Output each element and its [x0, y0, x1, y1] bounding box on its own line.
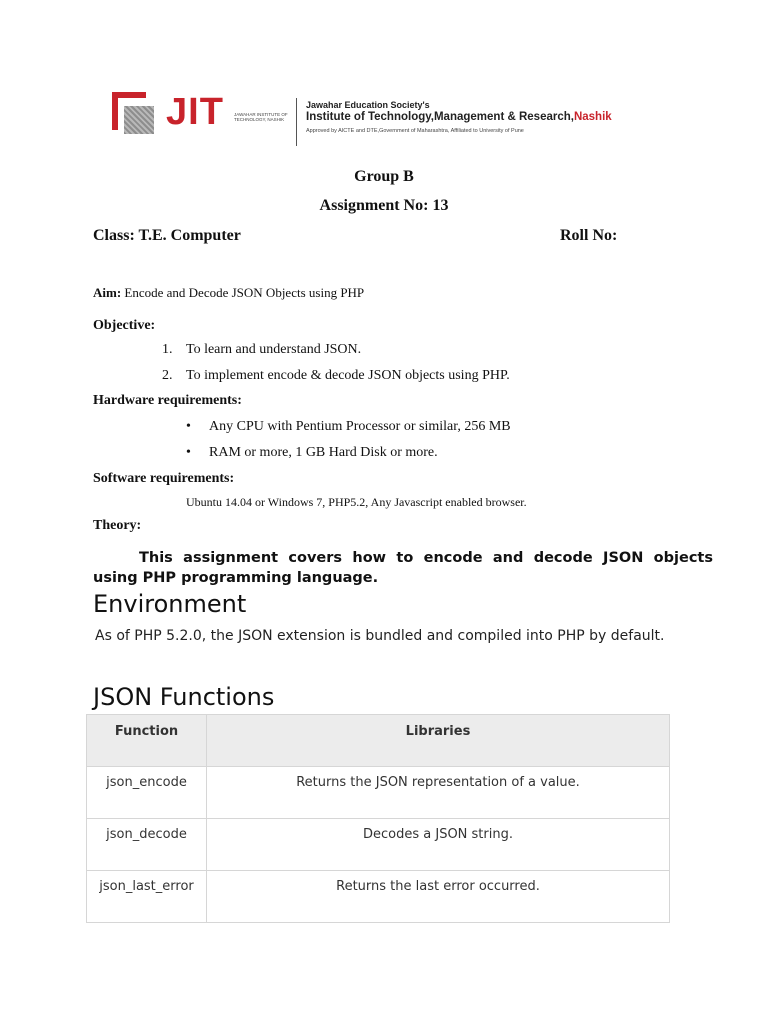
description-cell: Returns the last error occurred. [207, 871, 670, 923]
institute-header [92, 84, 672, 150]
institute-city: Nashik [573, 111, 612, 123]
assignment-title: Assignment No: 13 [319, 197, 449, 214]
environment-heading: Environment [93, 590, 247, 618]
theory-label: Theory: [93, 518, 142, 533]
column-header-function: Function [87, 715, 207, 767]
software-label: Software requirements: [93, 471, 235, 486]
software-text: Ubuntu 14.04 or Windows 7, PHP5.2, Any Javascript enabled browser. [186, 495, 527, 509]
aim-label: Aim: [93, 285, 122, 300]
objective-number: 1. [162, 342, 173, 357]
society-name: Jawahar Education Society's [306, 100, 430, 110]
table-row [87, 819, 670, 871]
function-cell: json_encode [87, 767, 207, 819]
institute-name-text: Institute of Technology,Management & Research, [306, 111, 574, 123]
header-divider [296, 98, 297, 146]
aim-line [93, 285, 364, 301]
roll-label: Roll No: [560, 227, 618, 244]
hardware-label: Hardware requirements: [93, 393, 242, 408]
objective-item: To implement encode & decode JSON objects using PHP. [186, 368, 510, 383]
table-row [87, 767, 670, 819]
function-cell: json_decode [87, 819, 207, 871]
approval-line: Approved by AICTE and DTE,Government of Maharashtra, Affiliated to University of Pune [306, 128, 524, 134]
theory-text [93, 548, 713, 588]
hardware-item: RAM or more, 1 GB Hard Disk or more. [209, 445, 438, 460]
theory-text-body: This assignment covers how to encode and decode JSON objects using PHP programming language. [93, 550, 713, 586]
json-functions-table [86, 714, 670, 923]
json-functions-heading: JSON Functions [93, 683, 275, 711]
aim-text: Encode and Decode JSON Objects using PHP [121, 285, 365, 300]
bullet-icon: • [186, 445, 191, 460]
table-row [87, 871, 670, 923]
class-label: Class: T.E. Computer [93, 227, 241, 244]
objective-label: Objective: [93, 318, 156, 333]
logo-subtext: JAWAHAR INSTITUTE OF TECHNOLOGY, NASHIK [234, 112, 288, 122]
objective-item: To learn and understand JSON. [186, 342, 362, 357]
bullet-icon: • [186, 419, 191, 434]
group-title: Group B [354, 168, 414, 185]
table-header-row [87, 715, 670, 767]
environment-text: As of PHP 5.2.0, the JSON extension is bundled and compiled into PHP by default. [95, 628, 665, 644]
column-header-libraries: Libraries [207, 715, 670, 767]
hardware-item: Any CPU with Pentium Processor or similar, 256 MB [209, 419, 511, 434]
jit-logo-icon [112, 92, 158, 134]
description-cell: Returns the JSON representation of a value. [207, 767, 670, 819]
institute-name [306, 111, 612, 123]
description-cell: Decodes a JSON string. [207, 819, 670, 871]
objective-number: 2. [162, 368, 173, 383]
function-cell: json_last_error [87, 871, 207, 923]
logo-text: JIT [166, 91, 224, 133]
